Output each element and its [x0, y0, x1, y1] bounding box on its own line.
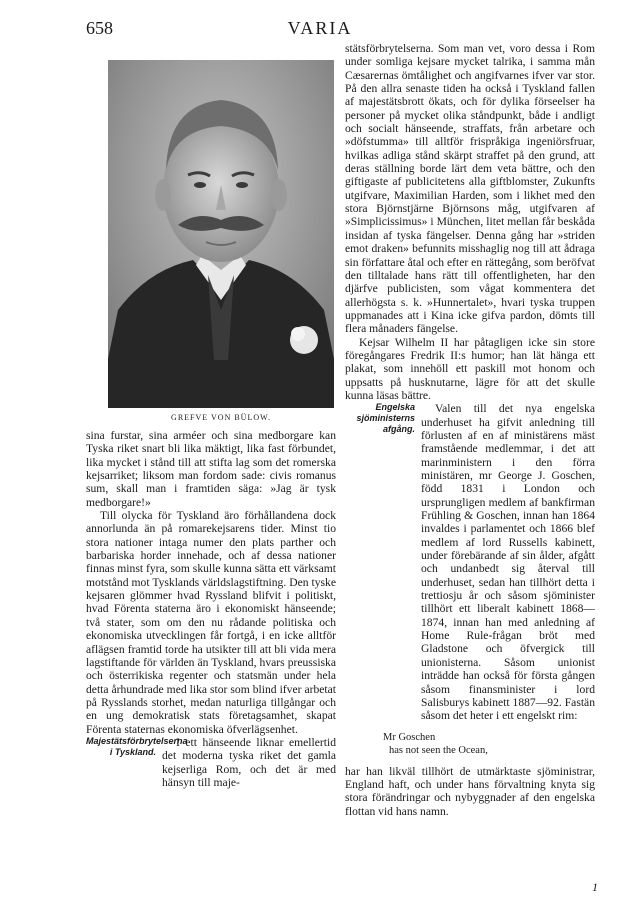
left-paragraph-1: sina furstar, sina arméer och sina medborgare kan Tyska riket snart bli lika mäktigt, lika fast förbundet, lika mycket i stånd till att stifta lag som det romerska kejsarriket; liksom man fordom sade: civis romanus sum, skall man i framtiden säga: »Jag är tysk medborgare!»: [86, 429, 336, 509]
right-paragraph-1: stätsförbrytelserna. Som man vet, voro dessa i Rom under somliga kejsare mycket talrika, i samma mån Cæsarernas ömtålighet och angifvarnes ifver var stor. På den allra senaste tiden ha också i Tyskland fallen af majestätsbrott ökats, och för dylika förseelser ha personer på mycket olika ståndpunkt, både i andligt och socialt hänseende, straffats, från arbetare och »döfstumma» till alltför frispråkiga ingeniörsfruar, hvilkas adliga stånd skärpt straffet på den grund, att deras ställning borde lärt dem veta bättre, och den giftigaste af publicitetens alla giftblomster, Zukunfts utgifvare, Maximilian Harden, som i likhet med den stora Björnstjärne Björnsons måg, utgifvaren af »Simplicissimus» i München, litet mellan får beskåda insidan af tyska fängelser. Denna gång har »striden emot draken» befunnits misshaglig nog till att ådraga sin författare åtal och efter en rättegång, som beröfvat den tilltalade hans rätt till offentligheten, har den djärfve publicisten, som vågat kommentera det allerhögsta s. k. »Hunnertalet», hvari tyska truppen uppmanades att i Kina icke gifva pardon, dömts till flera månaders fängelse.: [345, 42, 595, 336]
margin-note-majestatsbrott: Majestätsförbrytelserna i Tyskland.: [86, 735, 188, 757]
figure-caption: GREFVE VON BÜLOW.: [171, 413, 271, 422]
left-paragraph-3: I ett hänseende liknar emellertid det moderna tyska riket det gamla kejserliga Rom, och det är med hänsyn till maje-: [162, 735, 336, 789]
right-sidenote-block: [345, 402, 595, 722]
left-sidenote-block: [86, 736, 336, 789]
right-paragraph-4: har han likväl tillhört de utmärktaste sjöministrar, England haft, och under hans förvaltning knyta sig stora förändringar och nybyggnader af den engelska flottan vid hans namn.: [345, 764, 595, 818]
left-column: [86, 429, 336, 789]
running-title: VARIA: [287, 18, 353, 38]
page-number: 658: [86, 18, 113, 38]
left-paragraph-2: Till olycka för Tyskland äro förhållandena dock annorlunda än på romarekejsarens tider. Minst tio stora nationer intaga numer den plats parther och barbariska horder innehade, och af dessa nationer finnas minst fyra, som skulle kunna sätta ett värksamt motstånd mot Tysklands världslagstiftning. Den tyske kejsaren glömmer hvad Ryssland blifvit i politiskt, hvad Förenta staterna äro i ekonomiskt hänseende; två stater, som om den nu rådande politiska och ekonomiska utvecklingen får fortgå, i en icke alltför aflägsen framtid torde ha utsikter till att bli vida mera lagstiftande för världen än Tyskland, hvars preussiska och österrikiska regenter och statsmän under hela detta århundrade med lika stor som blind ifver arbetat på Rysslands storhet, medan naturliga tillgångar och en ung demokratisk stats företagsamhet, skapat Förenta staternas ekonomiska öfverlägsenhet.: [86, 509, 336, 736]
portrait-illustration: [108, 60, 334, 408]
verse-quote: [383, 731, 595, 757]
portrait-photo: [108, 60, 334, 408]
margin-note-sjominister: Engelska sjöministerns afgång.: [356, 402, 415, 435]
right-paragraph-3: Valen till det nya engelska underhuset ha gifvit anledning till förlusten af en af ministärens mäst framstående medlemmar, i det att marinministern i den förra ministären, mr George J. Goschen, född 1831 i London och ursprungligen medlem af bankfirman Frühling & Goschen, innan han 1864 invaldes i parlamentet och 1866 blef medlem af lord Russells kabinett, under förebärande af sin ålder, afgått och undanbedt sig återval till underhuset, sedan han tillhört detta i trettiosju år och såsom sjöminister tillhört ett liberalt kabinett 1868—1874, innan han med anledning af Home Rule-frågan bröt med Gladstone och öfvergick till unionisterna. Såsom unionist inträdde han också för första gången såsom finansminister i lord Salisburys kabinett 1887—92. Fastän såsom det heter i ett engelskt rim:: [421, 402, 595, 723]
right-paragraph-2: Kejsar Wilhelm II har påtagligen icke sin store föregångares Fredrik II:s humor; han lät hänga ett plakat, som innehöll ett paskill mot honom och uppsatts på husknutarne, lägre för att det skulle kunna läsas bättre.: [345, 335, 595, 402]
signature-mark: 1: [592, 880, 598, 894]
verse-line-1: Mr Goschen: [383, 731, 436, 743]
right-column: [345, 42, 595, 818]
verse-line-2: has not seen the Ocean,: [389, 744, 488, 756]
